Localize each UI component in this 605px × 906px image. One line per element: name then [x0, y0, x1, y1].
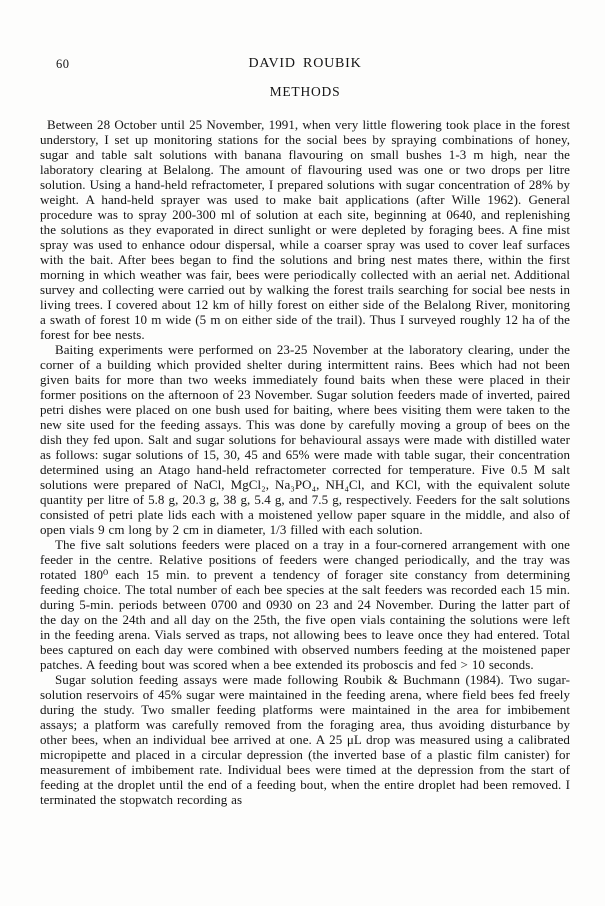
page-content — [40, 56, 570, 807]
running-head — [40, 56, 570, 74]
paragraph-3: The five salt solutions feeders were placed on a tray in a four-cornered arrangement with one feeder in the centre. Relative positions of feeders were changed periodically, and the tray was rotated 180⁰ each 15 min. to prevent a tendency of forager site constancy from determining feeding choice. The total number of each bee species at the salt feeders was recorded each 15 min. during 5-min. periods between 0700 and 0930 on 23 and 24 November. During the latter part of the day on the 24th and all day on the 25th, the five open vials containing the solutions were left in the feeding arena. Vials served as traps, not allowing bees to leave once they had entered. Total bees captured on each day were combined with observed numbers feeding at the moistened paper patches. A feeding bout was scored when a bee extended its proboscis and fed > 10 seconds. — [40, 537, 570, 672]
paragraph-1: Between 28 October until 25 November, 1991, when very little flowering took place in the forest understory, I set up monitoring stations for the social bees by spraying combinations of honey, sugar and table salt solutions with banana flavouring on small bushes 1-3 m high, near the laboratory clearing at Belalong. The amount of flavouring used was one or two drops per litre solution. Using a hand-held refractometer, I prepared solutions with sugar concentration of 28% by weight. A hand-held sprayer was used to make bait applications (after Wille 1962). General procedure was to spray 200-300 ml of solution at each site, beginning at 0640, and replenishing the solutions as they evaporated in direct sunlight or were depleted by foraging bees. A fine mist spray was used to enhance odour dispersal, while a coarser spray was used to cover leaf surfaces with the bait. After bees began to find the solutions and bring nest mates there, within the first morning in which weather was fair, bees were periodically collected with an aerial net. Additional survey and collecting were carried out by walking the forest trails searching for social bee nests in living trees. I covered about 12 km of hilly forest on either side of the Belalong River, monitoring a swath of forest 10 m wide (5 m on either side of the trail). Thus I surveyed roughly 12 ha of the forest for bee nests. — [40, 117, 570, 342]
running-header-author: DAVID ROUBIK — [248, 56, 362, 71]
body-text — [40, 117, 570, 807]
page-number: 60 — [56, 57, 70, 71]
paragraph-2: Baiting experiments were performed on 23-25 November at the laboratory clearing, under the corner of a building which provided shelter during intermittent rains. Bees which had not been given baits for more than two weeks immediately found baits when these were placed in their former positions on the afternoon of 23 November. Sugar solution feeders made of inverted, paired petri dishes were placed on one bush used for baiting, where bees visiting them were taken to the new site used for the feeding assays. This was done by carefully moving a group of bees on the dish they fed upon. Salt and sugar solutions for behavioural assays were made with distilled water as follows: sugar solutions of 15, 30, 45 and 65% were made with table sugar, their concentration determined using an Atago hand-held refractometer corrected for temperature. Five 0.5 M salt solutions were prepared of NaCl, MgCl₂, Na₃PO₄, NH₄Cl, and KCl, with the equivalent solute quantity per litre of 5.8 g, 20.3 g, 38 g, 5.4 g, and 7.5 g, respectively. Feeders for the salt solutions consisted of petri plate lids each with a moistened yellow paper square in the middle, and also of open vials 9 cm long by 2 cm in diameter, 1/3 filled with each solution. — [40, 342, 570, 537]
paragraph-4: Sugar solution feeding assays were made following Roubik & Buchmann (1984). Two sugar-solution reservoirs of 45% sugar were maintained in the feeding arena, where field bees fed freely during the study. Two smaller feeding platforms were maintained in the area for imbibement assays; a platform was carefully removed from the foraging area, thus avoiding disturbance by other bees, when an individual bee arrived at one. A 25 μL drop was measured using a calibrated micropipette and placed in a circular depression (the inverted base of a plastic film canister) for measurement of imbibement rate. Individual bees were timed at the depression from the start of feeding at the droplet until the end of a feeding bout, when the entire droplet had been removed. I terminated the stopwatch recording as — [40, 672, 570, 807]
section-title: METHODS — [269, 84, 341, 99]
